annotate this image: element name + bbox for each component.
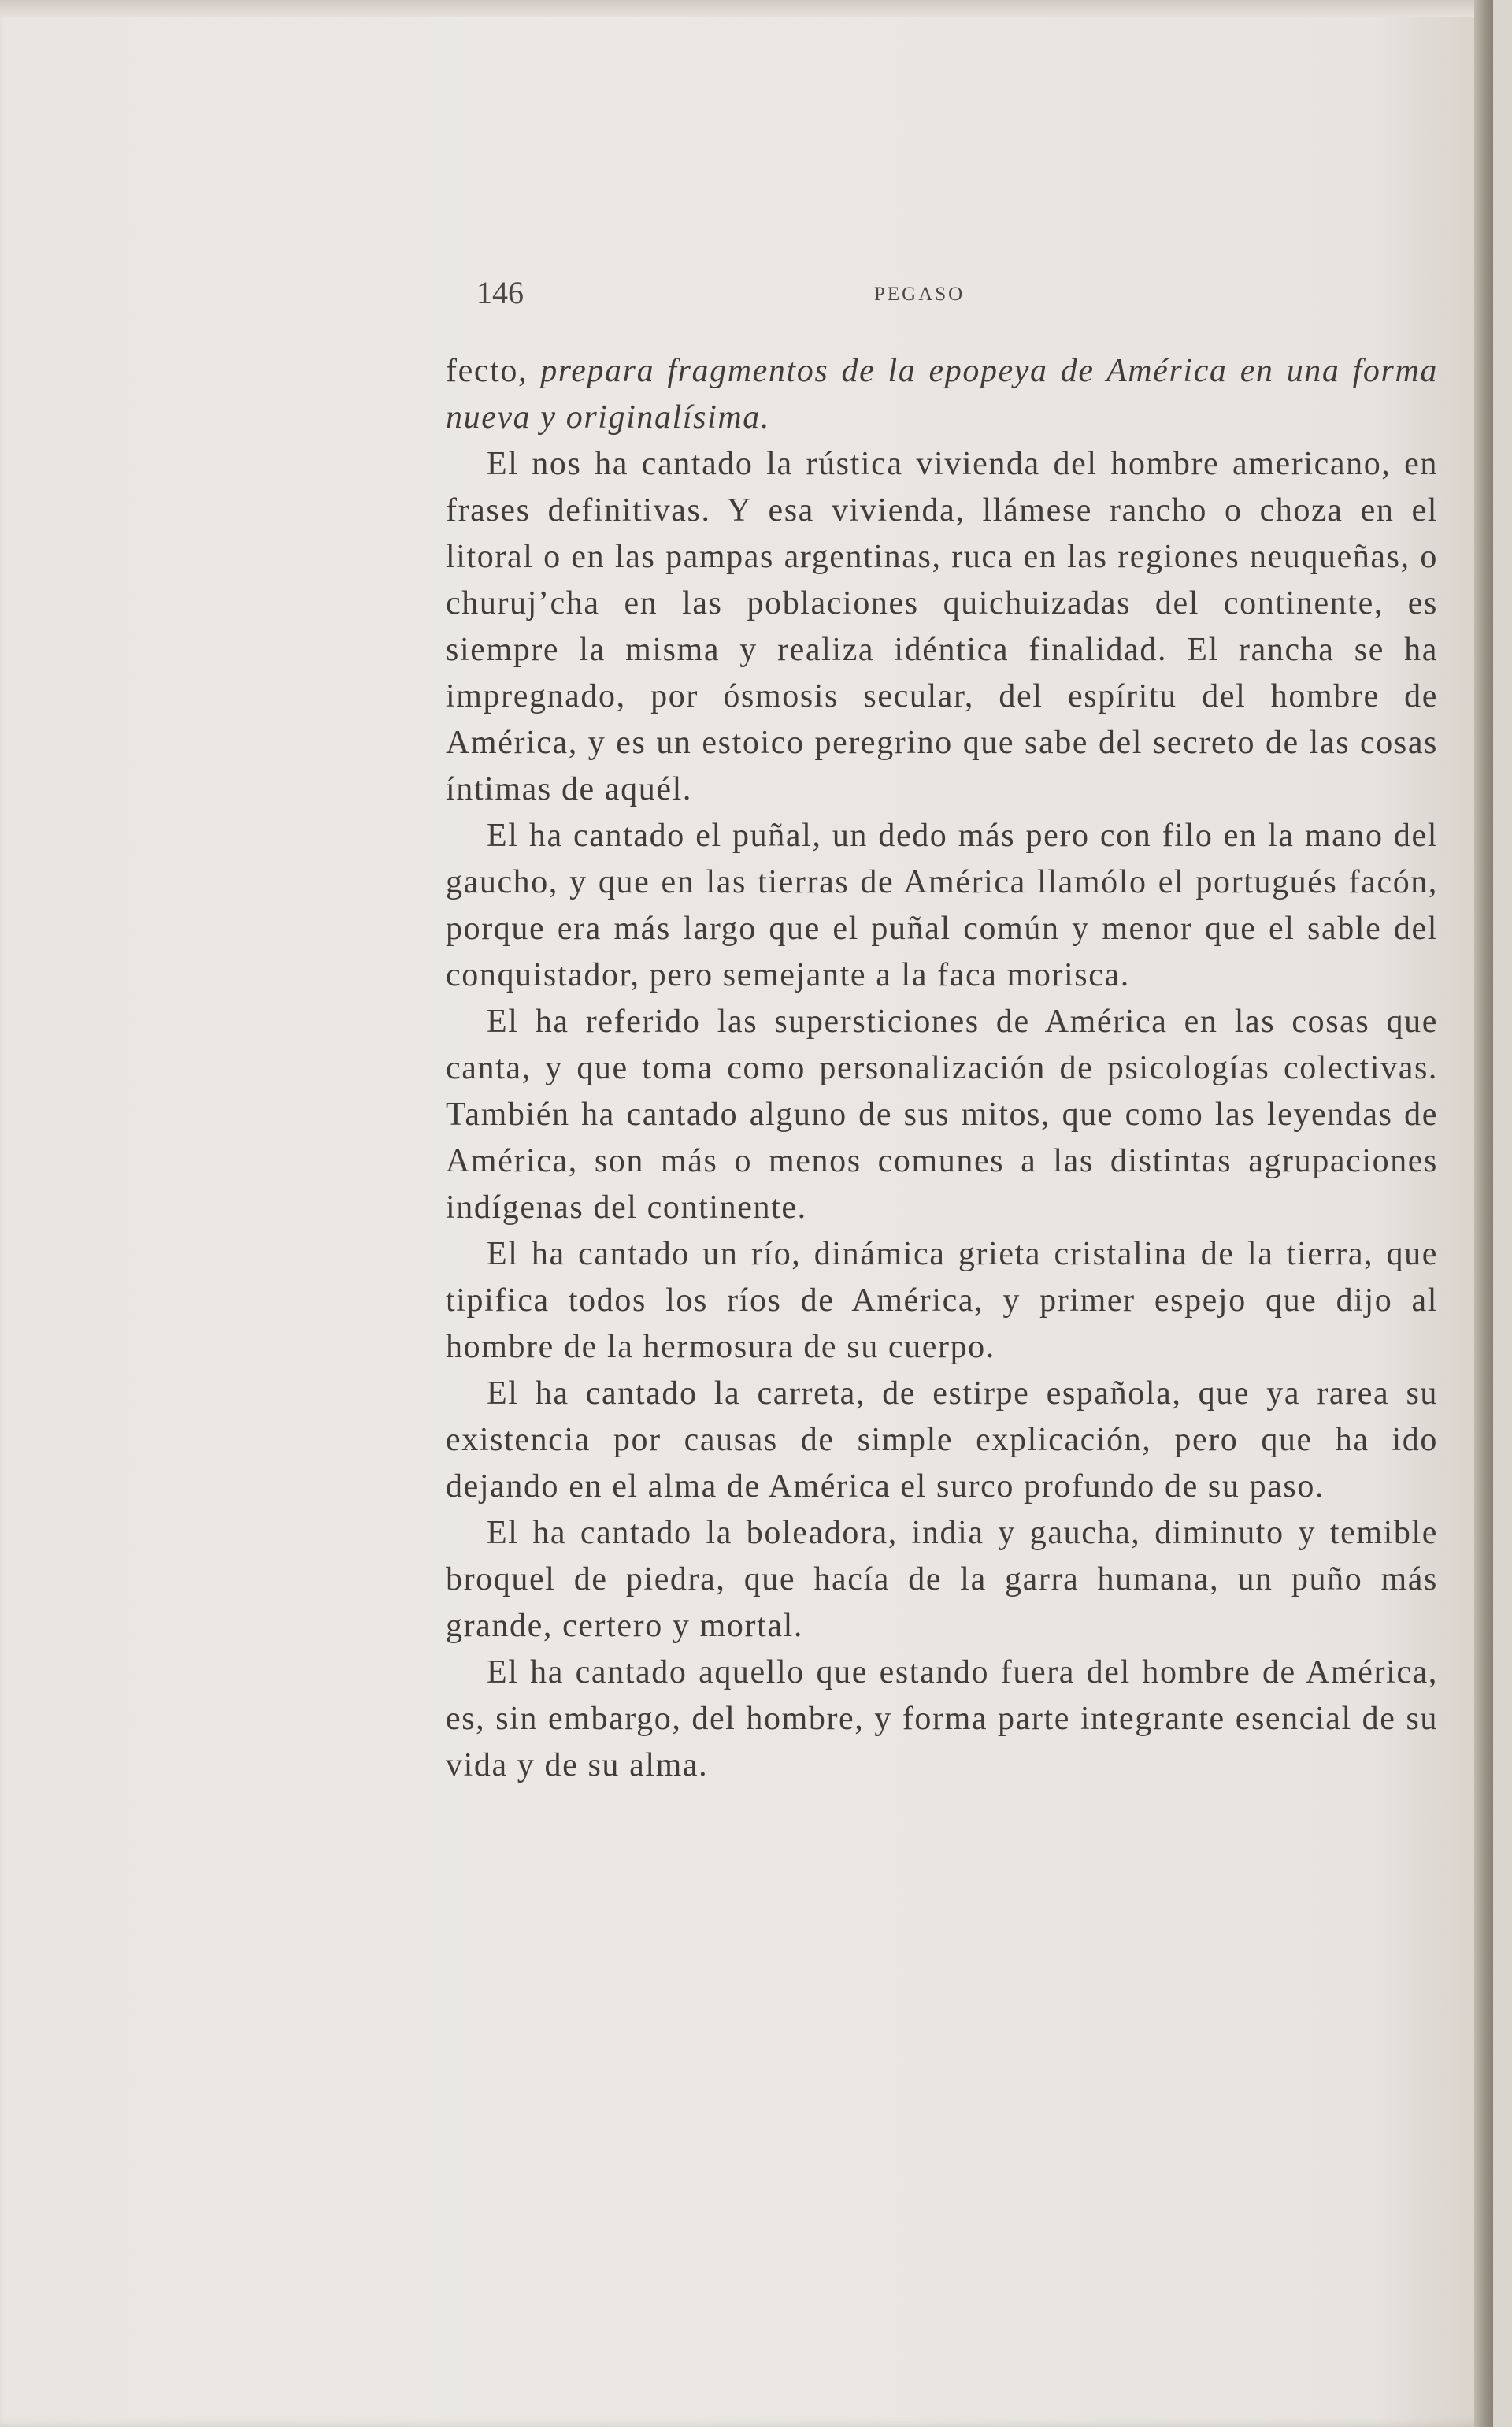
paragraph-8: El ha cantado aquello que estando fuera del hombre de América, es, sin embargo, del hombre, y forma parte integrante esencial de su vida y de su alma. [446,1654,1438,1783]
paragraph-7: El ha cantado la boleadora, india y gaucha, diminuto y temible broquel de piedra, que hacía de la garra humana, un puño más grande, certero y mortal. [446,1515,1438,1644]
body-text [446,348,1438,1789]
paragraph-5: El ha cantado un río, dinámica grieta cristalina de la tierra, que tipifica todos los ríos de América, y primer espejo que dijo al hombre de la hermosura de su cuerpo. [446,1236,1438,1365]
paragraph-4: El ha referido las supersticiones de América en las cosas que canta, y que toma como personalización de psicologías colectivas. También ha cantado alguno de sus mitos, que como las leyendas de América, son más o menos comunes a las distintas agrupaciones indígenas del continente. [446,1004,1438,1226]
paragraph-3: El ha cantado el puñal, un dedo más pero con filo en la mano del gaucho, y que en las tierras de América llamólo el portugués facón, porque era más largo que el puñal común y menor que el sable del conquistador, pero semejante a la faca morisca. [446,818,1438,993]
paragraph-2: El nos ha cantado la rústica vivienda del hombre americano, en frases definitivas. Y esa vivienda, llámese rancho o choza en el litoral o en las pampas argentinas, ruca en las regiones neuqueñas, o churuj’cha en las poblaciones quichuizadas del continente, es siempre la misma y realiza idéntica finalidad. El rancha se ha impregnado, por ósmosis secular, del espíritu del hombre de América, y es un estoico peregrino que sabe del secreto de las cosas íntimas de aquél. [446,446,1438,807]
paragraph-1-italic: prepara fragmentos de la epopeya de América en una forma nueva y originalísima. [446,353,1438,436]
paragraph-6: El ha cantado la carreta, de estirpe española, que ya rarea su existencia por causas de simple explicación, pero que ha ido dejando en el alma de América el surco profundo de su paso. [446,1375,1438,1505]
running-head: PEGASO [874,284,965,305]
book-spine-shadow [1474,0,1493,2427]
page-top-edge [0,0,1493,17]
paragraph-1 [446,348,1438,441]
paragraph-1-lead: fecto, [446,353,541,389]
page-number: 146 [476,275,524,310]
page-header [441,274,1449,321]
